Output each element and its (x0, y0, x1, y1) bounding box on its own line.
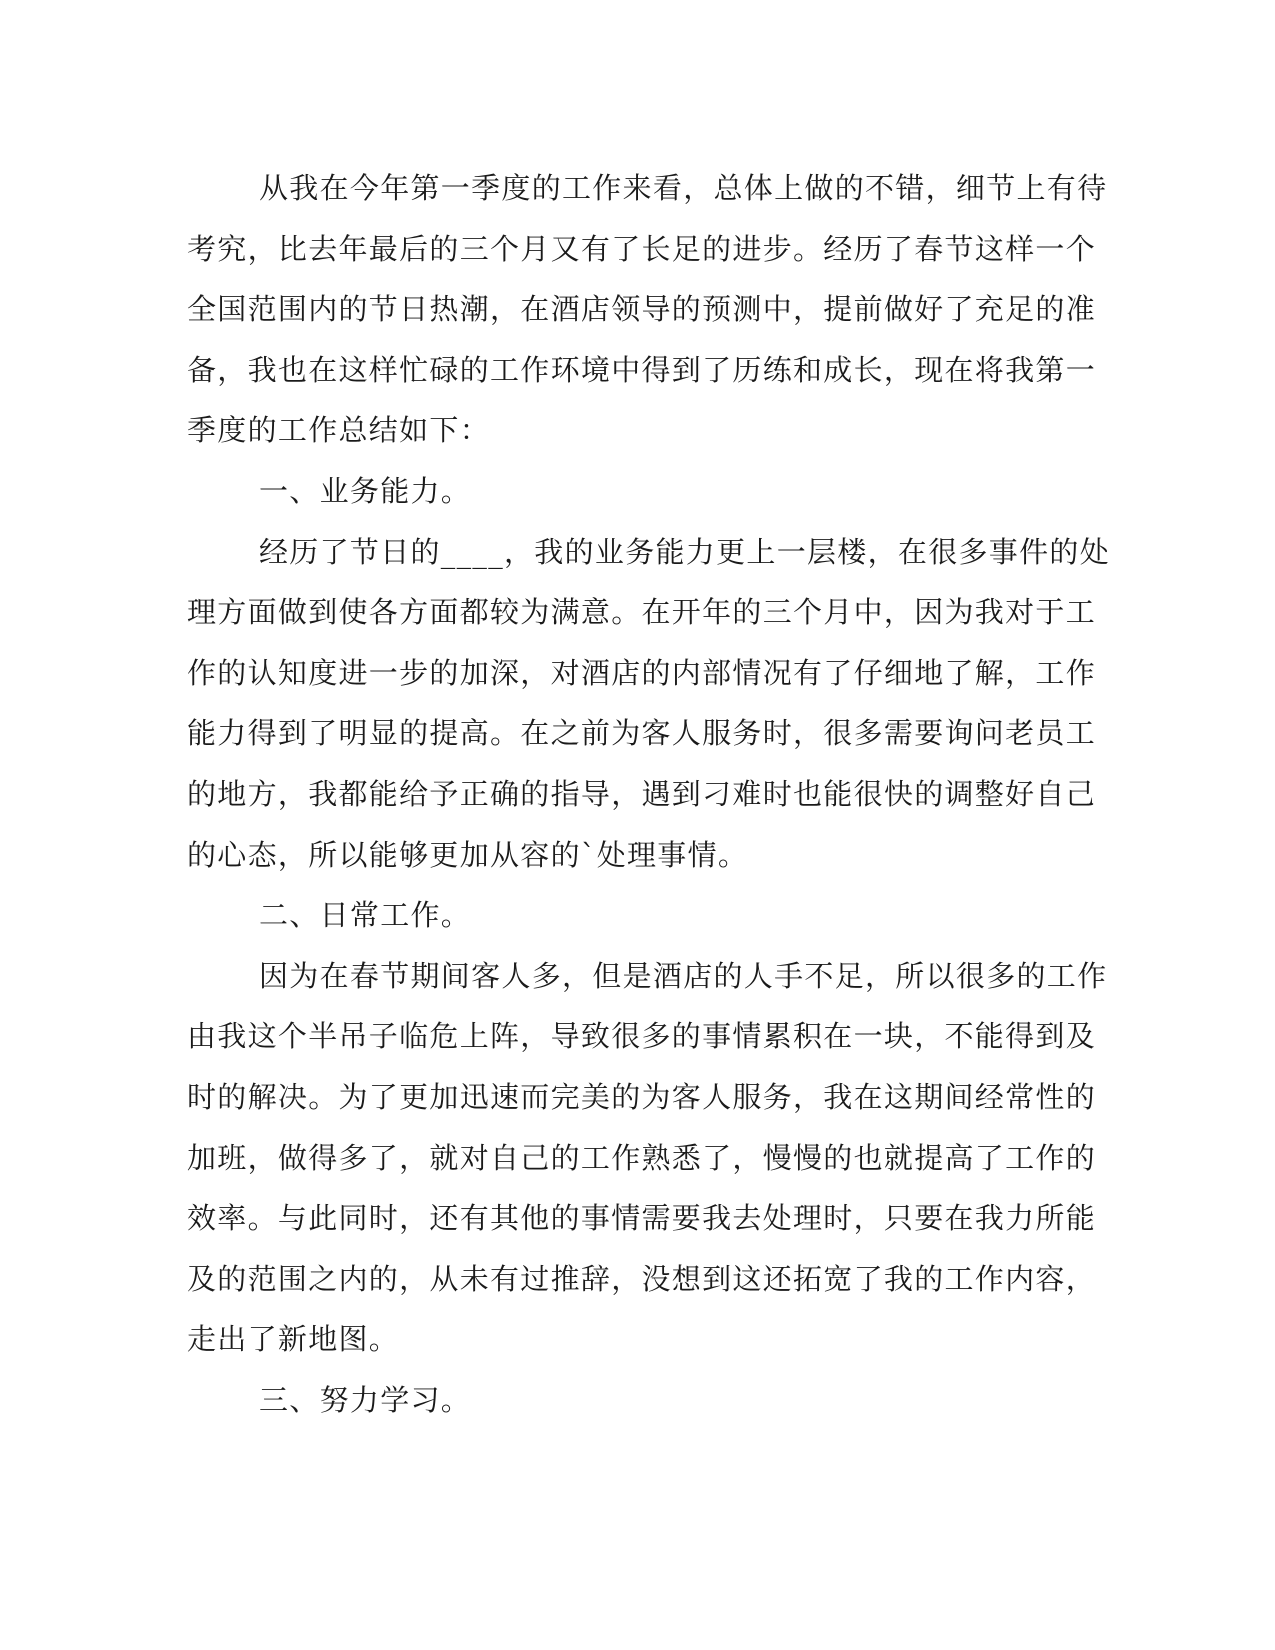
paragraph-3-line-4: 加班，做得多了，就对自己的工作熟悉了，慢慢的也就提高了工作的 (187, 1140, 1097, 1175)
paragraph-1-line-3: 全国范围内的节日热潮，在酒店领导的预测中，提前做好了充足的准 (187, 292, 1097, 327)
paragraph-3-line-6: 及的范围之内的，从未有过推辞，没想到这还拓宽了我的工作内容， (187, 1261, 1097, 1296)
paragraph-2-line-2: 理方面做到使各方面都较为满意。在开年的三个月中，因为我对于工 (187, 595, 1097, 630)
paragraph-3-line-7: 走出了新地图。 (187, 1322, 400, 1357)
section-heading-1: 一、业务能力。 (259, 473, 472, 508)
paragraph-1-line-1: 从我在今年第一季度的工作来看，总体上做的不错，细节上有待 (259, 171, 1108, 205)
section-heading-3: 三、努力学习。 (259, 1382, 472, 1417)
paragraph-2-line-3: 作的认知度进一步的加深，对酒店的内部情况有了仔细地了解，工作 (187, 655, 1097, 690)
paragraph-1-line-2: 考究，比去年最后的三个月又有了长足的进步。经历了春节这样一个 (187, 231, 1097, 266)
paragraph-3-line-3: 时的解决。为了更加迅速而完美的为客人服务，我在这期间经常性的 (187, 1079, 1097, 1114)
document-body (187, 158, 1111, 1430)
section-heading-2: 二、日常工作。 (259, 898, 472, 933)
paragraph-1-line-4: 备，我也在这样忙碌的工作环境中得到了历练和成长，现在将我第一 (187, 352, 1097, 387)
paragraph-2-line-4: 能力得到了明显的提高。在之前为客人服务时，很多需要询问老员工 (187, 716, 1097, 751)
paragraph-3-line-1: 因为在春节期间客人多，但是酒店的人手不足，所以很多的工作 (259, 958, 1108, 993)
paragraph-2-line-5: 的地方，我都能给予正确的指导，遇到刁难时也能很快的调整好自己 (187, 776, 1097, 811)
paragraph-3-line-2: 由我这个半吊子临危上阵，导致很多的事情累积在一块，不能得到及 (187, 1019, 1097, 1054)
paragraph-3-line-5: 效率。与此同时，还有其他的事情需要我去处理时，只要在我力所能 (187, 1201, 1097, 1236)
paragraph-2-line-1: 经历了节日的____，我的业务能力更上一层楼，在很多事件的处 (259, 534, 1111, 569)
paragraph-2-line-6: 的心态，所以能够更加从容的`处理事情。 (187, 837, 749, 872)
paragraph-1-line-5: 季度的工作总结如下： (187, 413, 491, 448)
